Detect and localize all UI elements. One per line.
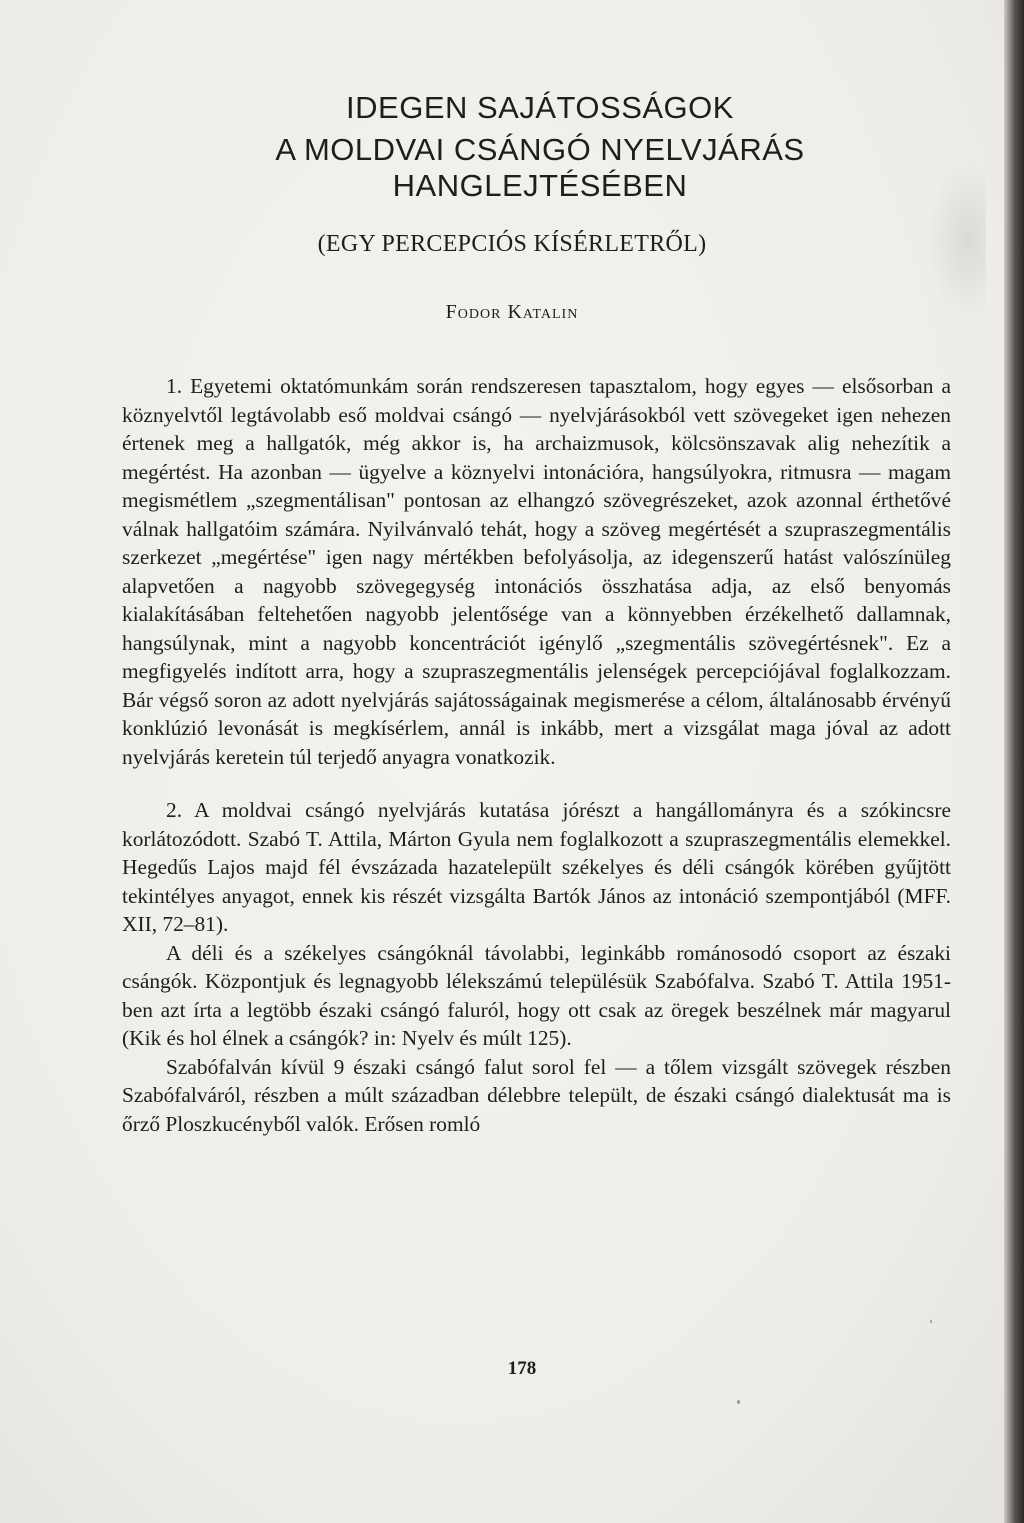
paragraph-1: 1. Egyetemi oktatómunkám során rendszeresen tapasztalom, hogy egyes — elsősorban a köznyelvtől legtávolabb eső moldvai csángó — nyelvjárásokból vett szövegeket igen nehezen értenek meg a hallgatók, még akkor is, ha archaizmusok, kölcsönszavak alig nehezítik a megértést. Ha azonban — ügyelve a köznyelvi intonációra, hangsúlyokra, ritmusra — magam megismétlem „szegmentálisan" pontosan az elhangzó szövegrészeket, azok azonnal érthetővé válnak hallgatóim számára. Nyilvánvaló tehát, hogy a szöveg megértését a szupraszegmentális szerkezet „megértése" igen nagy mértékben befolyásolja, az idegenszerű hatást valószínüleg alapvetően a nagyobb szövegegység intonációs összhatása adja, az első benyomás kialakításában feltehetően nagyobb jelentősége van a könnyebben érzékelhető dallamnak, hangsúlynak, mint a nagyobb koncentrációt igénylő „szegmentális szövegértésnek". Ez a megfigyelés indított arra, hogy a szupraszegmentális jelenségek percepciójával foglalkozzam. Bár végső soron az adott nyelvjárás sajátosságainak megismerése a célom, általánosabb érvényű konklúzió levonását is megkísérlem, annál is inkább, mert a vizsgálat maga jóval az adott nyelvjárás keretein túl terjedő anyagra vonatkozik. (122, 374, 951, 769)
paragraph-4: Szabófalván kívül 9 északi csángó falut sorol fel — a tőlem vizsgált szövegek részben Szabófalváról, részben a múlt században délebbre települt, de északi csángó dialektusát ma is őrző Ploszkucényből valók. Erősen romló (122, 1054, 951, 1136)
scan-speck (930, 1320, 932, 1323)
title-line-1: IDEGEN SAJÁTOSSÁGOK (346, 90, 734, 125)
paragraph-3: A déli és a székelyes csángóknál távolabbi, leginkább románosodó csoport az északi csángók. Központjuk és legnagyobb lélekszámú településük Szabófalva. Szabó T. Attila 1951-ben azt írta a legtöbb északi csángó faluról, hogy ott csak az öregek beszélnek már magyarul (Kik és hol élnek a csángók? in: Nyelv és múlt 125). (122, 940, 951, 1050)
title-line-3: HANGLEJTÉSÉBEN (392, 168, 688, 203)
article-body (122, 372, 951, 1138)
paragraph-2: 2. A moldvai csángó nyelvjárás kutatása jórészt a hangállományra és a szókincsre korlátozódott. Szabó T. Attila, Márton Gyula nem foglalkozott a szupraszegmentális elemekkel. Hegedűs Lajos majd fél évszázada hazatelepült székelyes és déli csángók körében gyűjtött tekintélyes anyagot, ennek kis részét vizsgálta Bartók János az intonáció szempontjából (MFF. XII, 72–81). (122, 798, 951, 936)
page-edge-shadow (1004, 0, 1024, 1523)
title-line-2: A MOLDVAI CSÁNGÓ NYELVJÁRÁS (275, 132, 805, 167)
author-name: Fodor Katalin (445, 301, 579, 323)
article-subtitle: (EGY PERCEPCIÓS KÍSÉRLETRŐL) (317, 231, 707, 257)
scan-speck (737, 1400, 740, 1404)
page-number: 178 (507, 1358, 537, 1379)
